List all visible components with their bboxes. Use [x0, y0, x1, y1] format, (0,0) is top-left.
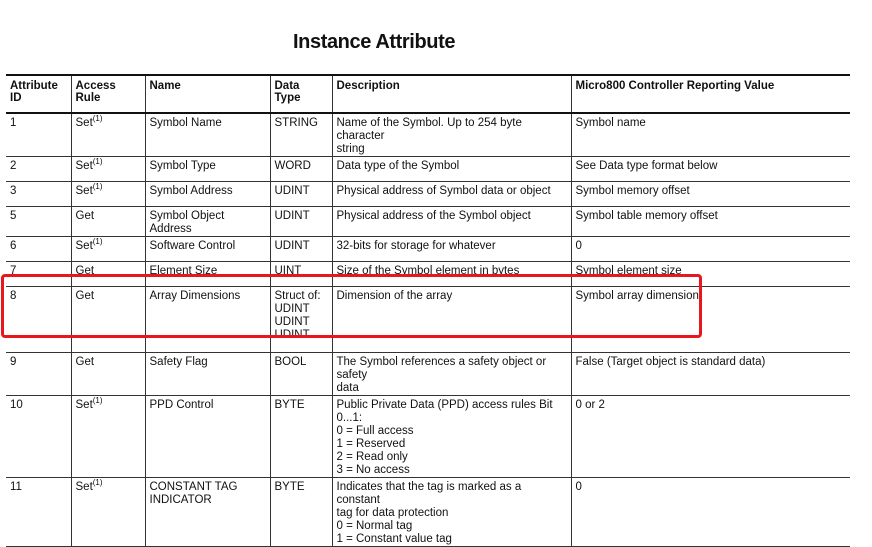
access-rule-cell: Set$^{(1)}$ — [71, 396, 145, 478]
data-type-cell: STRING — [270, 113, 332, 157]
reporting-value-cell: 0 — [571, 478, 850, 547]
description-cell: Public Private Data (PPD) access rules Bit 0...1: 0 = Full access 1 = Reserved 2 = Read only 3 = No access — [332, 396, 571, 478]
access-rule-cell: Get — [71, 207, 145, 237]
table-row — [6, 478, 850, 547]
description-cell: Dimension of the array — [332, 287, 571, 353]
table-row — [6, 207, 850, 237]
name-cell: Element Size — [145, 262, 270, 287]
header-description: Description — [332, 75, 571, 113]
attribute-id-cell: 11 — [10, 481, 22, 493]
reporting-value-cell: Symbol name — [571, 113, 850, 157]
access-rule-cell: Get — [71, 353, 145, 396]
description-cell: 32-bits for storage for whatever — [332, 237, 571, 262]
description-cell: Size of the Symbol element in bytes — [332, 262, 571, 287]
footnote-marker: (1) — [92, 182, 103, 191]
name-cell: Software Control — [145, 237, 270, 262]
data-type-cell: BYTE — [270, 478, 332, 547]
reporting-value-cell: Symbol memory offset — [571, 182, 850, 207]
table-row — [6, 396, 850, 478]
footnote-marker: (1) — [92, 478, 103, 487]
access-rule-cell: Get — [71, 262, 145, 287]
name-cell: PPD Control — [145, 396, 270, 478]
table-row — [6, 237, 850, 262]
footnote-marker: (1) — [92, 396, 103, 405]
footnote-marker: (1) — [92, 237, 103, 246]
reporting-value-cell: Symbol element size — [571, 262, 850, 287]
access-rule-cell: Set$^{(1)}$ — [71, 157, 145, 182]
description-cell: Name of the Symbol. Up to 254 byte character string — [332, 113, 571, 157]
attribute-id-cell: 6 — [10, 240, 17, 252]
table-row — [6, 113, 850, 157]
footnote-marker: (1) — [92, 157, 103, 166]
name-cell: Symbol Address — [145, 182, 270, 207]
name-cell: Symbol Object Address — [145, 207, 270, 237]
table-row — [6, 157, 850, 182]
data-type-cell: UDINT — [270, 237, 332, 262]
access-rule-cell: Set$^{(1)}$ — [71, 113, 145, 157]
name-cell: Array Dimensions — [145, 287, 270, 353]
data-type-cell: BYTE — [270, 396, 332, 478]
attribute-id-cell: 9 — [10, 356, 17, 368]
access-rule-cell: Set$^{(1)}$ — [71, 478, 145, 547]
description-cell: Physical address of the Symbol object — [332, 207, 571, 237]
data-type-cell: UINT — [270, 262, 332, 287]
reporting-value-cell: Symbol table memory offset — [571, 207, 850, 237]
description-cell: Physical address of Symbol data or object — [332, 182, 571, 207]
header-data-type: Data Type — [270, 75, 332, 113]
name-cell: Safety Flag — [145, 353, 270, 396]
reporting-value-cell: False (Target object is standard data) — [571, 353, 850, 396]
data-type-cell: Struct of: UDINT UDINT UDINT — [270, 287, 332, 353]
access-rule-cell: Get — [71, 287, 145, 353]
attribute-id-cell: 5 — [10, 210, 17, 222]
table-header-row — [6, 75, 850, 113]
description-cell: Data type of the Symbol — [332, 157, 571, 182]
attribute-id-cell: 3 — [10, 185, 17, 197]
table-row — [6, 182, 850, 207]
header-name: Name — [145, 75, 270, 113]
data-type-cell: BOOL — [270, 353, 332, 396]
reporting-value-cell: Symbol array dimension — [571, 287, 850, 353]
access-rule-cell: Set$^{(1)}$ — [71, 237, 145, 262]
description-cell: The Symbol references a safety object or safety data — [332, 353, 571, 396]
data-type-cell: UDINT — [270, 182, 332, 207]
table-row — [6, 353, 850, 396]
attribute-id-cell: 2 — [10, 160, 17, 172]
reporting-value-cell: See Data type format below — [571, 157, 850, 182]
page-title: Instance Attribute — [293, 31, 456, 53]
footnote-marker: (1) — [92, 114, 103, 123]
attribute-id-cell: 1 — [10, 117, 17, 129]
reporting-value-cell: 0 or 2 — [571, 396, 850, 478]
access-rule-cell: Set$^{(1)}$ — [71, 182, 145, 207]
attribute-id-cell: 8 — [10, 290, 17, 302]
highlight-box-row-8 — [1, 274, 702, 338]
name-cell: Symbol Name — [145, 113, 270, 157]
attribute-id-cell: 7 — [10, 265, 17, 277]
description-cell: Indicates that the tag is marked as a constant tag for data protection 0 = Normal tag 1 = Constant value tag — [332, 478, 571, 547]
data-type-cell: WORD — [270, 157, 332, 182]
header-access-rule: Access Rule — [71, 75, 145, 113]
header-attribute-id: Attribute ID — [10, 80, 58, 104]
reporting-value-cell: 0 — [571, 237, 850, 262]
name-cell: Symbol Type — [145, 157, 270, 182]
name-cell: CONSTANT TAG INDICATOR — [145, 478, 270, 547]
data-type-cell: UDINT — [270, 207, 332, 237]
attribute-id-cell: 10 — [10, 399, 23, 411]
header-reporting-value: Micro800 Controller Reporting Value — [571, 75, 850, 113]
